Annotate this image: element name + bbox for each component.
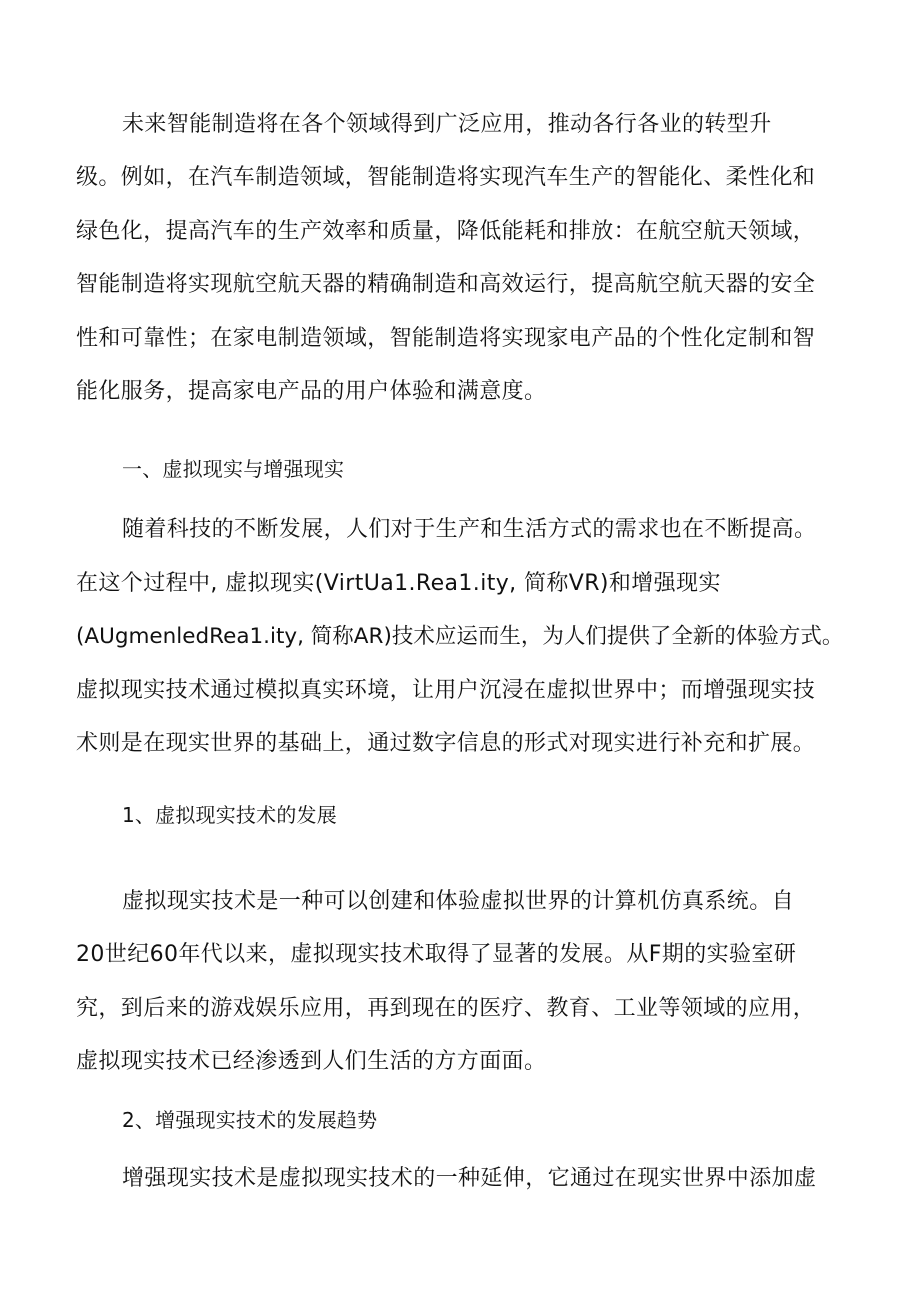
paragraph-line: 能化服务，提高家电产品的用户体验和满意度。 xyxy=(76,379,547,404)
paragraph-line: (AUgmenledRea1.ity, 简称AR)技术应运而生，为人们提供了全新的体验方式。 xyxy=(76,624,844,649)
paragraph-line: 究，到后来的游戏娱乐应用，再到现在的医疗、教育、工业等领域的应用， xyxy=(76,996,816,1021)
paragraph-line: 性和可靠性；在家电制造领域，智能制造将实现家电产品的个性化定制和智 xyxy=(76,326,816,351)
section-heading-vr-ar: 一、虚拟现实与增强现实 xyxy=(122,457,345,481)
paragraph-line: 智能制造将实现航空航天器的精确制造和高效运行，提高航空航天器的安全 xyxy=(76,272,816,297)
paragraph-line: 增强现实技术是虚拟现实技术的一种延伸，它通过在现实世界中添加虚 xyxy=(122,1166,817,1191)
paragraph-line: 虚拟现实技术是一种可以创建和体验虚拟世界的计算机仿真系统。自 xyxy=(122,889,795,914)
paragraph-line: 未来智能制造将在各个领域得到广泛应用，推动各行各业的转型升 xyxy=(122,112,772,137)
paragraph-line: 随着科技的不断发展，人们对于生产和生活方式的需求也在不断提高。 xyxy=(122,517,817,542)
paragraph-line: 级。例如，在汽车制造领域，智能制造将实现汽车生产的智能化、柔性化和 xyxy=(76,165,816,190)
paragraph-line: 虚拟现实技术通过模拟真实环境，让用户沉浸在虚拟世界中；而增强现实技 xyxy=(76,678,816,703)
paragraph-line: 绿色化，提高汽车的生产效率和质量，降低能耗和排放：在航空航天领域， xyxy=(76,219,816,244)
paragraph-line: 在这个过程中, 虚拟现实(VirtUa1.Rea1.ity, 简称VR)和增强现实 xyxy=(76,571,721,596)
paragraph-line: 20世纪60年代以来，虚拟现实技术取得了显著的发展。从F期的实验室研 xyxy=(76,942,797,967)
subsection-heading-vr-development: 1、虚拟现实技术的发展 xyxy=(122,803,337,827)
paragraph-line: 虚拟现实技术已经渗透到人们生活的方方面面。 xyxy=(76,1049,547,1074)
subsection-heading-ar-trend: 2、增强现实技术的发展趋势 xyxy=(122,1108,378,1132)
paragraph-line: 术则是在现实世界的基础上，通过数字信息的形式对现实进行补充和扩展。 xyxy=(76,731,816,756)
